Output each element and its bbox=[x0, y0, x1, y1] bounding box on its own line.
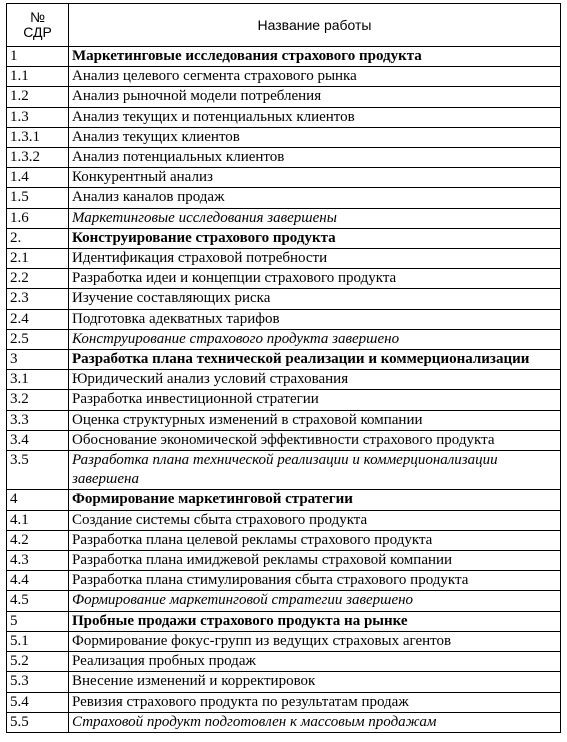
wbs-number-cell: 3.2 bbox=[7, 390, 69, 410]
wbs-number-cell: 3.5 bbox=[7, 451, 69, 490]
work-name-cell: Разработка плана технической реализации и коммерционализации bbox=[69, 350, 561, 370]
table-row bbox=[7, 208, 561, 228]
wbs-number-cell: 2.5 bbox=[7, 329, 69, 349]
work-name-cell: Маркетинговые исследования страхового продукта bbox=[69, 47, 561, 67]
table-row bbox=[7, 127, 561, 147]
work-name-cell: Разработка идеи и концепции страхового продукта bbox=[69, 269, 561, 289]
work-name-cell: Оценка структурных изменений в страховой компании bbox=[69, 410, 561, 430]
table-row bbox=[7, 188, 561, 208]
header-wbs-number-label: № СДР bbox=[23, 9, 52, 40]
table-row bbox=[7, 148, 561, 168]
table-row bbox=[7, 390, 561, 410]
wbs-number-cell: 3 bbox=[7, 350, 69, 370]
wbs-number-cell: 1.2 bbox=[7, 87, 69, 107]
table-row bbox=[7, 571, 561, 591]
table-row bbox=[7, 67, 561, 87]
work-name-cell: Юридический анализ условий страхования bbox=[69, 370, 561, 390]
table-row bbox=[7, 672, 561, 692]
work-name-cell: Анализ целевого сегмента страхового рынка bbox=[69, 67, 561, 87]
wbs-number-cell: 3.3 bbox=[7, 410, 69, 430]
table-row bbox=[7, 551, 561, 571]
wbs-number-cell: 4 bbox=[7, 490, 69, 510]
work-name-cell: Конструирование страхового продукта bbox=[69, 228, 561, 248]
table-row bbox=[7, 309, 561, 329]
wbs-number-cell: 5.3 bbox=[7, 672, 69, 692]
wbs-number-cell: 1 bbox=[7, 47, 69, 67]
work-name-cell: Анализ рыночной модели потребления bbox=[69, 87, 561, 107]
header-work-name: Название работы bbox=[69, 4, 561, 47]
work-name-cell: Анализ каналов продаж bbox=[69, 188, 561, 208]
work-name-cell: Конкурентный анализ bbox=[69, 168, 561, 188]
table-row bbox=[7, 329, 561, 349]
table-row bbox=[7, 451, 561, 490]
wbs-number-cell: 5.1 bbox=[7, 631, 69, 651]
table-row bbox=[7, 168, 561, 188]
work-name-cell: Анализ текущих клиентов bbox=[69, 127, 561, 147]
table-row bbox=[7, 510, 561, 530]
table-row bbox=[7, 107, 561, 127]
wbs-number-cell: 4.5 bbox=[7, 591, 69, 611]
table-row bbox=[7, 652, 561, 672]
wbs-number-cell: 1.3 bbox=[7, 107, 69, 127]
work-name-cell: Разработка инвестиционной стратегии bbox=[69, 390, 561, 410]
wbs-number-cell: 2.2 bbox=[7, 269, 69, 289]
work-name-cell: Анализ потенциальных клиентов bbox=[69, 148, 561, 168]
table-row bbox=[7, 370, 561, 390]
wbs-number-cell: 5.5 bbox=[7, 712, 69, 732]
table-body bbox=[7, 47, 561, 733]
work-name-cell: Разработка плана целевой рекламы страхового продукта bbox=[69, 530, 561, 550]
wbs-number-cell: 1.6 bbox=[7, 208, 69, 228]
work-name-cell: Подготовка адекватных тарифов bbox=[69, 309, 561, 329]
table-row bbox=[7, 712, 561, 732]
table-row bbox=[7, 410, 561, 430]
wbs-number-cell: 4.2 bbox=[7, 530, 69, 550]
wbs-number-cell: 1.3.1 bbox=[7, 127, 69, 147]
wbs-number-cell: 1.1 bbox=[7, 67, 69, 87]
work-name-cell: Обоснование экономической эффективности страхового продукта bbox=[69, 430, 561, 450]
wbs-number-cell: 2.4 bbox=[7, 309, 69, 329]
work-name-cell: Разработка плана имиджевой рекламы страховой компании bbox=[69, 551, 561, 571]
wbs-number-cell: 5.4 bbox=[7, 692, 69, 712]
wbs-number-cell: 3.4 bbox=[7, 430, 69, 450]
wbs-number-cell: 4.3 bbox=[7, 551, 69, 571]
table-row bbox=[7, 692, 561, 712]
work-name-cell: Ревизия страхового продукта по результатам продаж bbox=[69, 692, 561, 712]
work-name-cell: Пробные продажи страхового продукта на рынке bbox=[69, 611, 561, 631]
wbs-table bbox=[6, 3, 561, 733]
wbs-number-cell: 4.4 bbox=[7, 571, 69, 591]
work-name-cell: Формирование фокус-групп из ведущих страховых агентов bbox=[69, 631, 561, 651]
table-row bbox=[7, 611, 561, 631]
wbs-number-cell: 1.4 bbox=[7, 168, 69, 188]
table-row bbox=[7, 228, 561, 248]
wbs-number-cell: 1.3.2 bbox=[7, 148, 69, 168]
wbs-number-cell: 1.5 bbox=[7, 188, 69, 208]
work-name-cell: Анализ текущих и потенциальных клиентов bbox=[69, 107, 561, 127]
wbs-number-cell: 2. bbox=[7, 228, 69, 248]
work-name-cell: Разработка плана технической реализации и коммерционализации завершена bbox=[69, 451, 561, 490]
work-name-cell: Страховой продукт подготовлен к массовым продажам bbox=[69, 712, 561, 732]
wbs-number-cell: 5.2 bbox=[7, 652, 69, 672]
table-row bbox=[7, 430, 561, 450]
table-row bbox=[7, 289, 561, 309]
wbs-number-cell: 2.3 bbox=[7, 289, 69, 309]
work-name-cell: Разработка плана стимулирования сбыта страхового продукта bbox=[69, 571, 561, 591]
header-row bbox=[7, 4, 561, 47]
table-row bbox=[7, 631, 561, 651]
wbs-number-cell: 5 bbox=[7, 611, 69, 631]
header-wbs-number bbox=[7, 4, 69, 47]
work-name-cell: Конструирование страхового продукта завершено bbox=[69, 329, 561, 349]
work-name-cell: Внесение изменений и корректировок bbox=[69, 672, 561, 692]
work-name-cell: Маркетинговые исследования завершены bbox=[69, 208, 561, 228]
work-name-cell: Формирование маркетинговой стратегии bbox=[69, 490, 561, 510]
wbs-number-cell: 2.1 bbox=[7, 249, 69, 269]
work-name-cell: Изучение составляющих риска bbox=[69, 289, 561, 309]
table-row bbox=[7, 249, 561, 269]
table-row bbox=[7, 530, 561, 550]
table-row bbox=[7, 87, 561, 107]
table-row bbox=[7, 47, 561, 67]
wbs-number-cell: 3.1 bbox=[7, 370, 69, 390]
work-name-cell: Реализация пробных продаж bbox=[69, 652, 561, 672]
work-name-cell: Идентификация страховой потребности bbox=[69, 249, 561, 269]
work-name-cell: Создание системы сбыта страхового продукта bbox=[69, 510, 561, 530]
table-row bbox=[7, 490, 561, 510]
wbs-number-cell: 4.1 bbox=[7, 510, 69, 530]
table-row bbox=[7, 269, 561, 289]
work-name-cell: Формирование маркетинговой стратегии завершено bbox=[69, 591, 561, 611]
table-row bbox=[7, 350, 561, 370]
table-row bbox=[7, 591, 561, 611]
